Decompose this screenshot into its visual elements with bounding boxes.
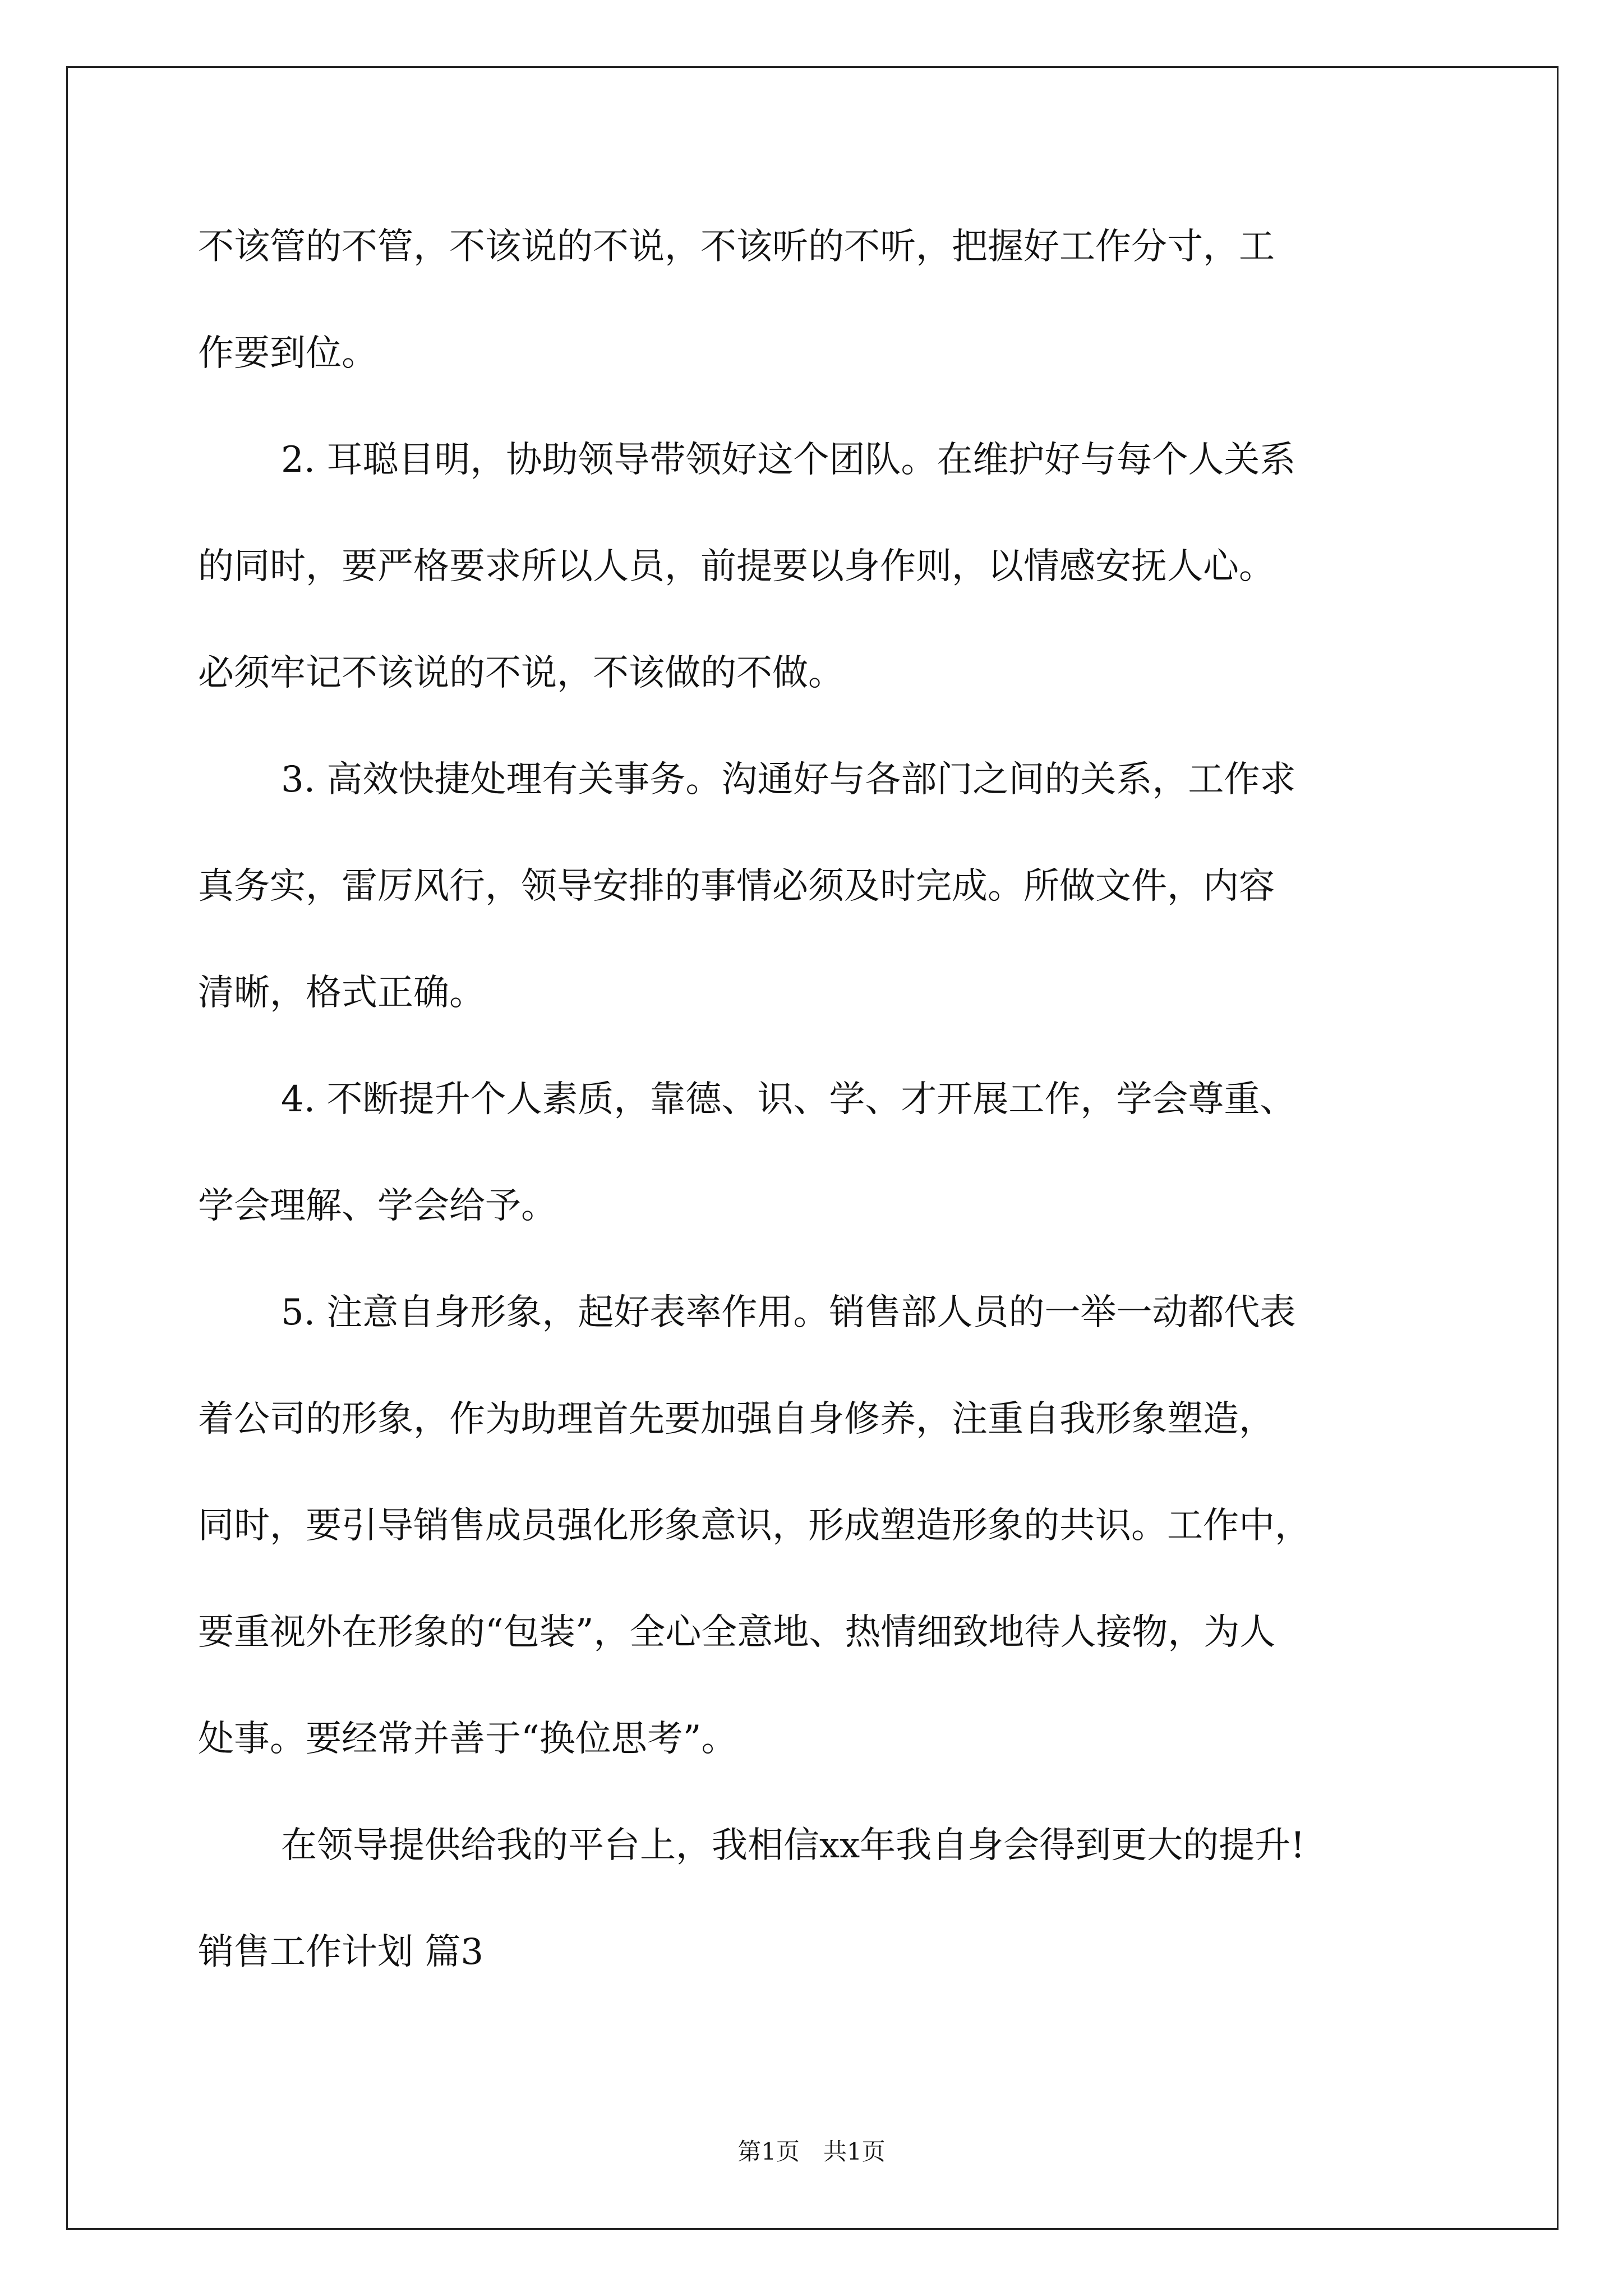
text-line: 处事。要经常并善于“换位思考”。 [198,1718,737,1760]
page-number-footer: 第1页 共1页 [737,2138,886,2165]
paragraph-start-line: 2. 耳聪目明，协助领导带领好这个团队。在维护好与每个人关系 [281,439,1296,481]
section-heading: 销售工作计划 篇3 [198,1931,484,1973]
text-line: 学会理解、学会给予。 [198,1185,557,1227]
text-line: 不该管的不管，不该说的不说，不该听的不听，把握好工作分寸，工 [198,226,1275,268]
text-line: 的同时，要严格要求所以人员，前提要以身作则，以情感安抚人心。 [198,546,1275,587]
page-border [66,66,1559,2230]
text-line: 要重视外在形象的“包装”，全心全意地、热情细致地待人接物，为人 [198,1612,1276,1653]
text-line: 作要到位。 [198,333,377,374]
paragraph-start-line: 在领导提供给我的平台上，我相信xx年我自身会得到更大的提升! [281,1825,1305,1866]
text-line: 清晰，格式正确。 [198,972,485,1014]
paragraph-start-line: 3. 高效快捷处理有关事务。沟通好与各部门之间的关系，工作求 [281,759,1296,800]
text-line: 真务实，雷厉风行，领导安排的事情必须及时完成。所做文件，内容 [198,866,1275,907]
paragraph-start-line: 5. 注意自身形象，起好表率作用。销售部人员的一举一动都代表 [281,1292,1296,1333]
text-line: 必须牢记不该说的不说，不该做的不做。 [198,652,844,694]
text-line: 着公司的形象，作为助理首先要加强自身修养，注重自我形象塑造， [198,1398,1275,1440]
text-line: 同时，要引导销售成员强化形象意识，形成塑造形象的共识。工作中， [198,1505,1311,1547]
paragraph-start-line: 4. 不断提升个人素质，靠德、识、学、才开展工作，学会尊重、 [281,1079,1296,1120]
